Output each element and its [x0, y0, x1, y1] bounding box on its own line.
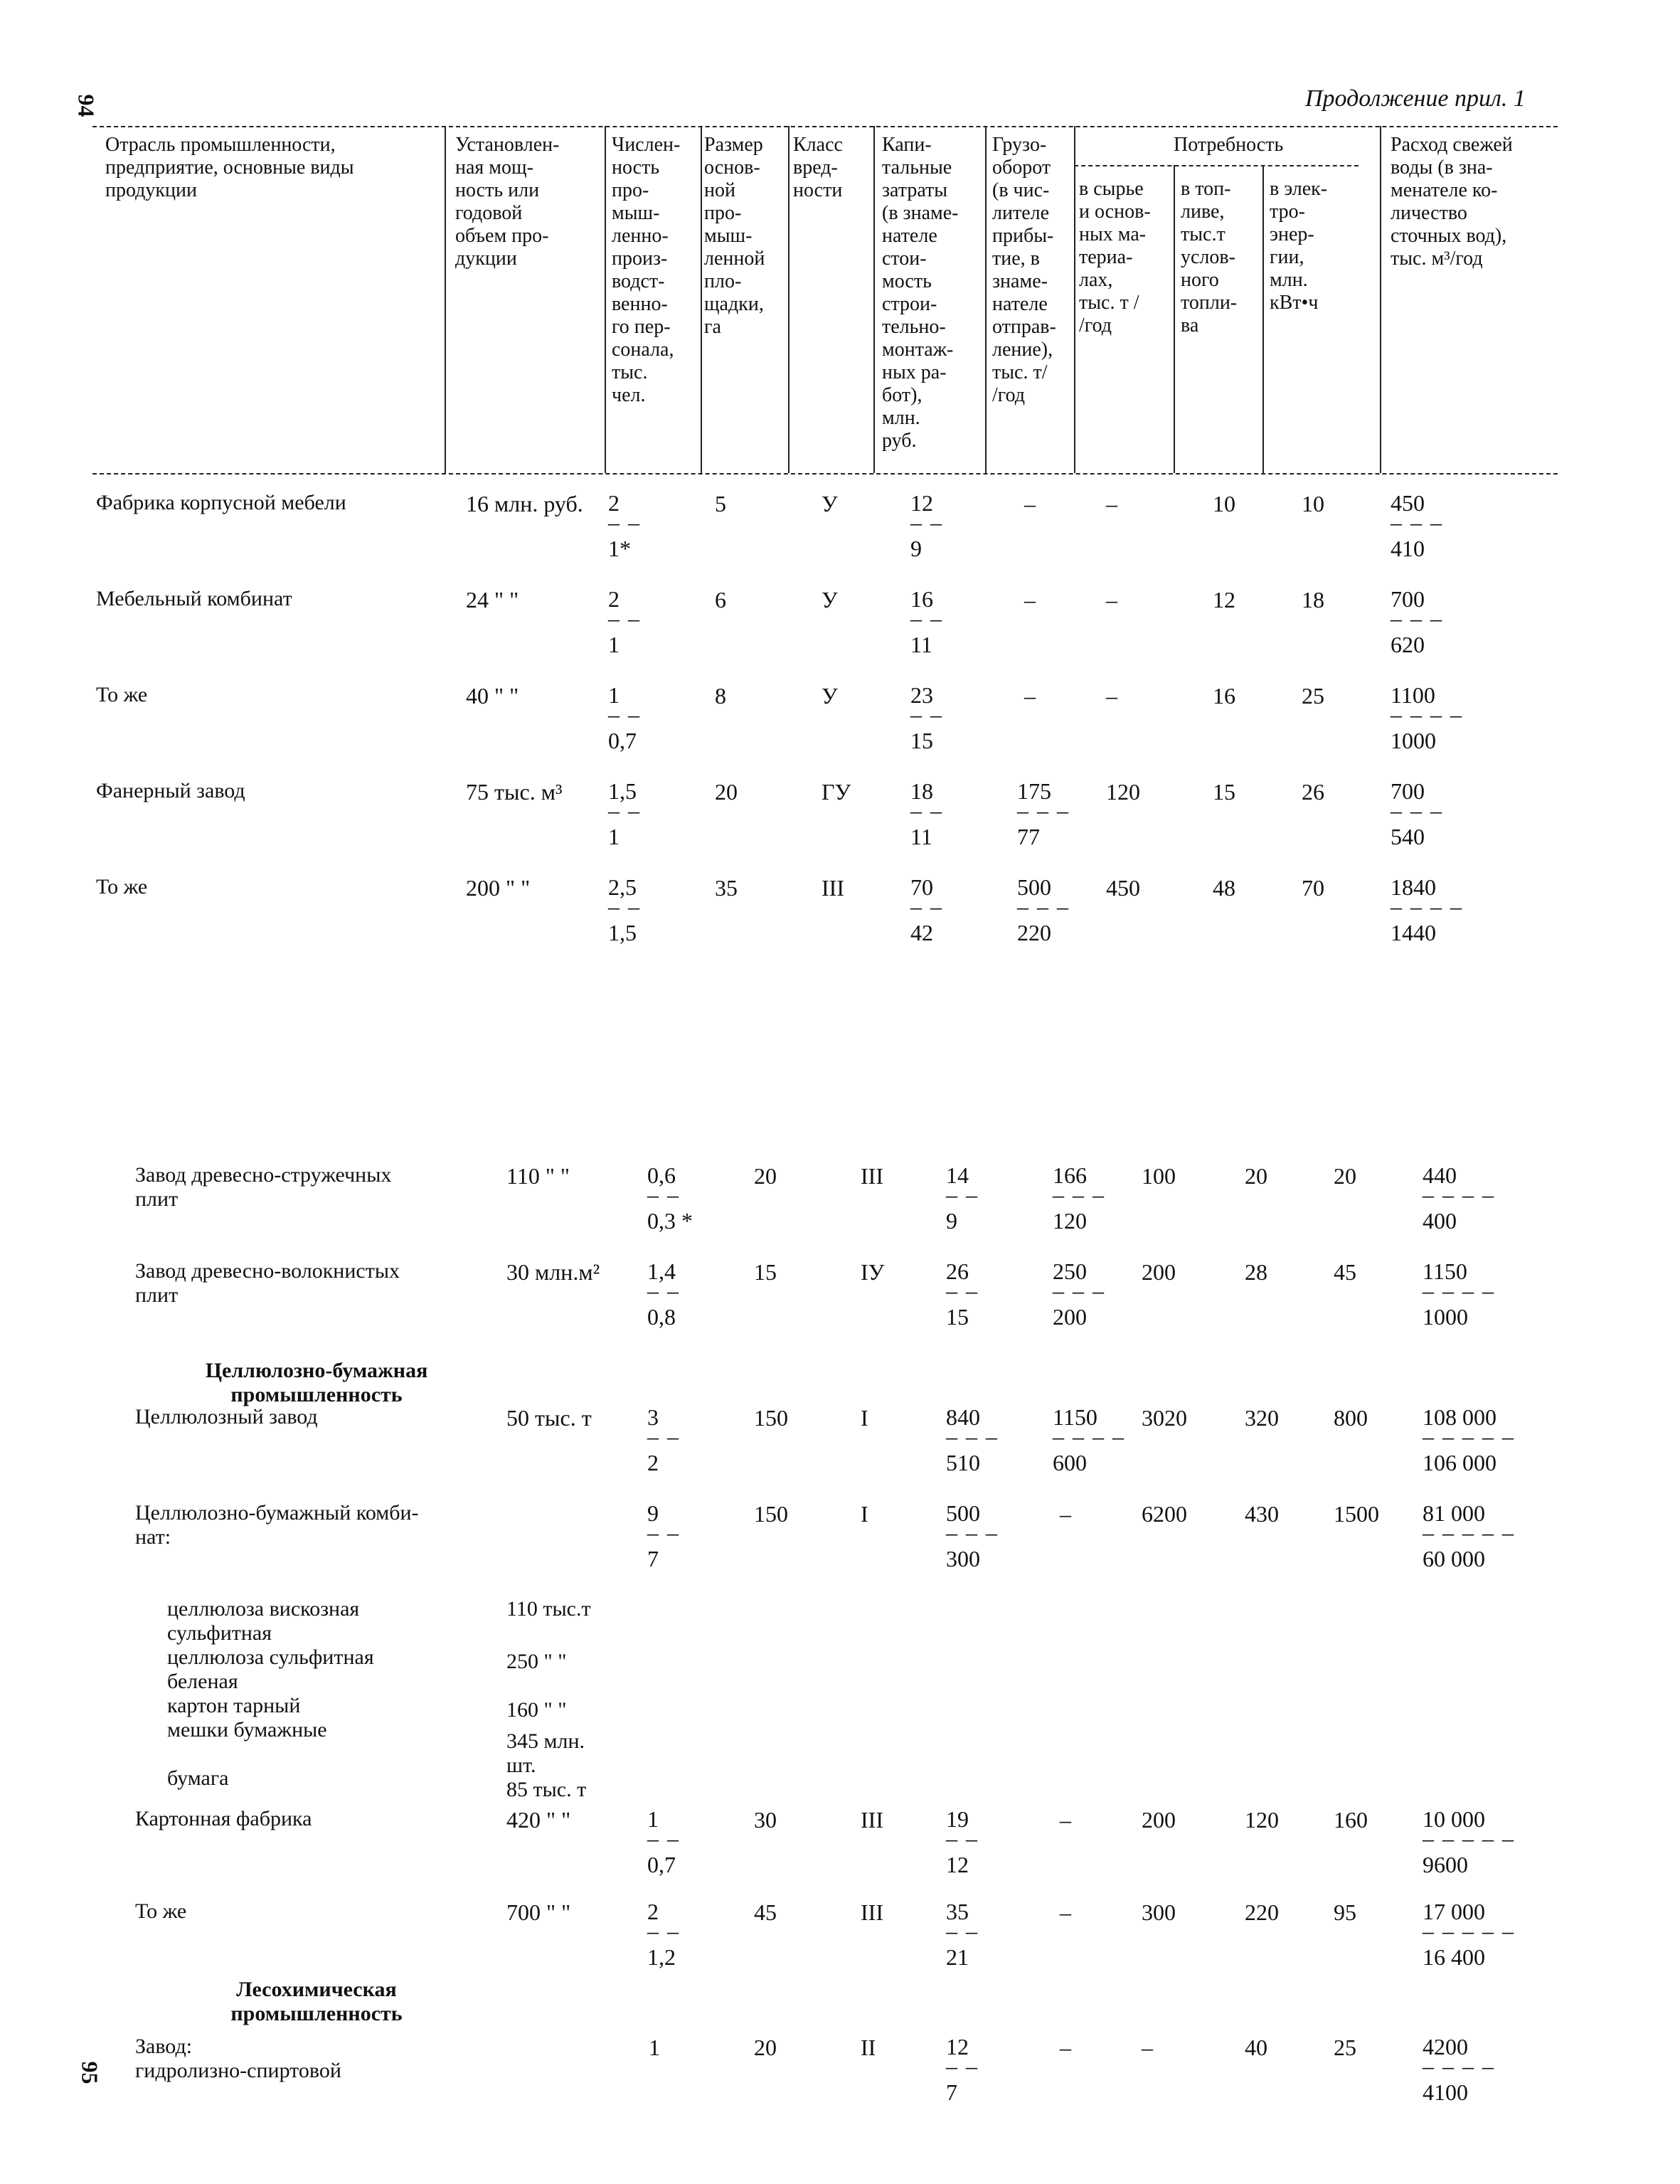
area: 150 [754, 1405, 788, 1431]
row-name: Картонная фабрика [135, 1807, 312, 1830]
water-denominator: 620 [1391, 632, 1425, 657]
fuel: 10 [1213, 491, 1235, 516]
fraction-bar: – – – [1053, 1278, 1105, 1303]
staff-numerator: 0,6 [647, 1162, 676, 1188]
header-water: Расход свежей воды (в зна- менателе ко- личество сточных вод), тыс. м³/год [1391, 134, 1513, 270]
header-capex: Капи- тальные затраты (в знаме- нателе стои- мость строи- тельно- монтаж- ных ра- бот), млн. руб. [882, 134, 959, 452]
fraction-bar: – – [946, 1182, 979, 1207]
row-name: Фанерный завод [96, 779, 245, 802]
fuel: 430 [1245, 1501, 1279, 1527]
product-item: мешки бумажные [167, 1718, 327, 1742]
electricity: 25 [1334, 2035, 1356, 2060]
staff-denominator: 1 [608, 632, 620, 657]
cargo [1053, 1259, 1105, 1329]
fraction-bar: – – – [1391, 605, 1443, 631]
capacity: 40 " " [466, 683, 519, 709]
capex [946, 1163, 979, 1233]
capex-numerator: 23 [910, 682, 933, 708]
staff-denominator: 1 [608, 824, 620, 849]
staff-denominator: 1,5 [608, 920, 637, 945]
raw: 450 [1106, 875, 1140, 901]
water [1423, 1807, 1515, 1877]
header-industry: Отрасль промышленности, предприятие, основные виды продукции [105, 134, 354, 201]
row-name: Целлюлозный завод [135, 1405, 318, 1428]
capex-denominator: 9 [946, 1208, 957, 1234]
hazard-class: ГУ [822, 779, 851, 805]
group-subrule [1074, 165, 1359, 166]
area: 45 [754, 1899, 777, 1925]
fraction-bar: – – – [1391, 509, 1443, 535]
capex-numerator: 70 [910, 874, 933, 900]
fraction-bar: – – [647, 1825, 680, 1851]
capex [946, 1899, 979, 1969]
col-sep [788, 126, 790, 473]
col-sep [1074, 126, 1075, 473]
fraction-bar: – – – – [1391, 894, 1463, 919]
fuel: 320 [1245, 1405, 1279, 1431]
capex-denominator: 300 [946, 1546, 980, 1571]
capacity: 200 " " [466, 875, 531, 901]
capacity: 16 млн. руб. [466, 491, 583, 516]
water [1423, 1163, 1495, 1233]
fraction-bar: – – – – – [1423, 1520, 1515, 1545]
col-sep [1262, 165, 1264, 473]
staff-numerator: 1,5 [608, 778, 637, 804]
area: 15 [754, 1259, 777, 1285]
fuel: 16 [1213, 683, 1235, 709]
staff [647, 1405, 680, 1475]
hazard-class: III [822, 875, 844, 901]
capex [910, 779, 943, 849]
water [1391, 779, 1443, 849]
capacity: 75 тыс. м³ [466, 779, 563, 805]
capex [946, 1405, 999, 1475]
staff [608, 875, 641, 945]
staff-denominator: 1* [608, 536, 631, 561]
cargo [1017, 875, 1070, 945]
electricity: 160 [1334, 1807, 1368, 1833]
raw: 3020 [1142, 1405, 1187, 1431]
staff [647, 1259, 680, 1329]
water-numerator: 1840 [1391, 874, 1436, 900]
cargo-numerator: 1150 [1053, 1404, 1097, 1430]
capex-numerator: 18 [910, 778, 933, 804]
fraction-bar: – – [946, 1918, 979, 1944]
raw: 100 [1142, 1163, 1176, 1189]
fraction-bar: – – [910, 701, 943, 727]
header-hazard-class: Класс вред- ности [793, 134, 843, 201]
raw: – [1106, 587, 1117, 613]
capex [946, 1259, 979, 1329]
fraction-bar: – – – [1017, 797, 1070, 823]
header-bottom-rule [92, 473, 1558, 475]
fuel: 20 [1245, 1163, 1267, 1189]
cargo: – [1060, 1501, 1071, 1527]
fuel: 12 [1213, 587, 1235, 613]
fraction-bar: – – [647, 1520, 680, 1545]
header-capacity: Установлен- ная мощ- ность или годовой объем про- дукции [455, 134, 560, 270]
water-numerator: 10 000 [1423, 1806, 1485, 1832]
area: 8 [715, 683, 726, 709]
cargo-numerator: 250 [1053, 1258, 1087, 1284]
capex-numerator: 26 [946, 1258, 969, 1284]
product-list [167, 1597, 374, 1791]
product-item: целлюлоза сульфитная беленая [167, 1645, 374, 1693]
fraction-bar: – – – [946, 1520, 999, 1545]
fraction-bar: – – [647, 1424, 680, 1449]
page-number-top: 94 [73, 94, 100, 117]
cargo [1053, 1405, 1125, 1475]
raw: 200 [1142, 1807, 1176, 1833]
capex-denominator: 9 [910, 536, 922, 561]
staff-numerator: 2,5 [608, 874, 637, 900]
water-numerator: 1100 [1391, 682, 1435, 708]
cargo: – [1060, 1807, 1071, 1833]
water-denominator: 540 [1391, 824, 1425, 849]
fraction-bar: – – [910, 605, 943, 631]
cargo-denominator: 600 [1053, 1450, 1087, 1475]
hazard-class: III [861, 1807, 883, 1833]
staff [608, 491, 641, 561]
staff [647, 1501, 680, 1571]
row-name: Завод древесно-стружечных плит [135, 1163, 392, 1211]
staff-denominator: 1,2 [647, 1944, 676, 1970]
raw: 200 [1142, 1259, 1176, 1285]
fraction-bar: – – [647, 1918, 680, 1944]
area: 150 [754, 1501, 788, 1527]
water-denominator: 400 [1423, 1208, 1457, 1234]
water-numerator: 440 [1423, 1162, 1457, 1188]
fraction-bar: – – – – [1423, 1182, 1495, 1207]
water-numerator: 700 [1391, 778, 1425, 804]
electricity: 95 [1334, 1899, 1356, 1925]
header-demand-group: Потребность [1174, 134, 1284, 156]
staff-numerator: 2 [647, 1899, 659, 1924]
staff [608, 779, 641, 849]
staff-denominator: 0,7 [608, 728, 637, 753]
water [1423, 1899, 1515, 1969]
electricity: 70 [1302, 875, 1324, 901]
fraction-bar: – – [608, 509, 641, 535]
fraction-bar: – – [910, 894, 943, 919]
capex [946, 2035, 979, 2104]
capex-numerator: 12 [910, 490, 933, 516]
fraction-bar: – – [608, 701, 641, 727]
fraction-bar: – – [608, 894, 641, 919]
capacity: 24 " " [466, 587, 519, 613]
fraction-bar: – – [946, 1278, 979, 1303]
area: 30 [754, 1807, 777, 1833]
water-numerator: 700 [1391, 586, 1425, 612]
cargo: – [1024, 683, 1036, 709]
col-sep [985, 126, 987, 473]
staff [647, 1163, 693, 1233]
cargo-numerator: 175 [1017, 778, 1051, 804]
capex-denominator: 510 [946, 1450, 980, 1475]
staff: 1 [649, 2035, 660, 2060]
hazard-class: У [822, 683, 838, 709]
col-sep [1174, 165, 1175, 473]
water [1391, 875, 1463, 945]
capex [946, 1807, 979, 1877]
electricity: 1500 [1334, 1501, 1379, 1527]
header-staff: Числен- ность про- мыш- ленно- произ- водст- венно- го пер- сонала, тыс. чел. [612, 134, 681, 406]
staff-numerator: 1 [647, 1806, 659, 1832]
capex [946, 1501, 999, 1571]
capex-denominator: 11 [910, 632, 932, 657]
water-numerator: 450 [1391, 490, 1425, 516]
hazard-class: III [861, 1899, 883, 1925]
area: 6 [715, 587, 726, 613]
staff [608, 683, 641, 753]
hazard-class: I [861, 1405, 868, 1431]
capex [910, 875, 943, 945]
staff-denominator: 7 [647, 1546, 659, 1571]
raw: – [1106, 683, 1117, 709]
row-name: Мебельный комбинат [96, 587, 292, 610]
cargo-denominator: 220 [1017, 920, 1051, 945]
raw: – [1106, 491, 1117, 516]
capex [910, 683, 943, 753]
capex-numerator: 500 [946, 1500, 980, 1526]
row-name: Завод древесно-волокнистых плит [135, 1259, 400, 1307]
electricity: 45 [1334, 1259, 1356, 1285]
cargo: – [1060, 1899, 1071, 1925]
capex-numerator: 35 [946, 1899, 969, 1924]
area: 20 [715, 779, 738, 805]
cargo: – [1024, 587, 1036, 613]
hazard-class: I [861, 1501, 868, 1527]
water-denominator: 9600 [1423, 1852, 1468, 1877]
raw: 6200 [1142, 1501, 1187, 1527]
cargo-denominator: 120 [1053, 1208, 1087, 1234]
water-denominator: 60 000 [1423, 1546, 1485, 1571]
fraction-bar: – – – – – [1423, 1424, 1515, 1449]
staff-denominator: 0,3 * [647, 1208, 693, 1234]
fuel: 28 [1245, 1259, 1267, 1285]
row-name: Завод: гидролизно-спиртовой [135, 2035, 341, 2082]
fraction-bar: – – [608, 605, 641, 631]
row-name: Целлюлозно-бумажный комби- нат: [135, 1501, 419, 1549]
water [1391, 491, 1443, 561]
electricity: 25 [1302, 683, 1324, 709]
staff-denominator: 0,7 [647, 1852, 676, 1877]
cargo-denominator: 200 [1053, 1304, 1087, 1330]
fraction-bar: – – – – [1423, 2053, 1495, 2079]
water-denominator: 1440 [1391, 920, 1436, 945]
fraction-bar: – – – – [1423, 1278, 1495, 1303]
water-denominator: 4100 [1423, 2079, 1468, 2105]
section-chem: Лесохимическая промышленность [230, 1978, 403, 2025]
fraction-bar: – – – – – [1423, 1918, 1515, 1944]
water [1391, 683, 1463, 753]
col-sep [1380, 126, 1381, 473]
col-sep [873, 126, 875, 473]
row-name: Фабрика корпусной мебели [96, 491, 346, 514]
electricity: 26 [1302, 779, 1324, 805]
capacity: 420 " " [506, 1807, 571, 1833]
staff [647, 1899, 680, 1969]
capex-numerator: 12 [946, 2034, 969, 2060]
electricity: 18 [1302, 587, 1324, 613]
hazard-class: IУ [861, 1259, 885, 1285]
product-item: бумага [167, 1766, 229, 1790]
capacity: 30 млн.м² [506, 1259, 600, 1285]
section-pulp: Целлюлозно-бумажная промышленность [205, 1359, 428, 1406]
raw: – [1142, 2035, 1153, 2060]
col-sep [445, 126, 446, 473]
fuel: 15 [1213, 779, 1235, 805]
water [1423, 1501, 1515, 1571]
water [1423, 2035, 1495, 2104]
fraction-bar: – – [946, 1825, 979, 1851]
header-raw: в сырье и основ- ных ма- териа- лах, тыс. т / /год [1079, 178, 1151, 336]
fraction-bar: – – – [1053, 1182, 1105, 1207]
water-denominator: 1000 [1423, 1304, 1468, 1330]
capex [910, 587, 943, 657]
fuel: 48 [1213, 875, 1235, 901]
water-numerator: 81 000 [1423, 1500, 1485, 1526]
header-top-rule [92, 126, 1558, 127]
electricity: 10 [1302, 491, 1324, 516]
water-denominator: 410 [1391, 536, 1425, 561]
fraction-bar: – – – [946, 1424, 999, 1449]
capacity: 50 тыс. т [506, 1405, 592, 1431]
hazard-class: У [822, 491, 838, 516]
staff-numerator: 2 [608, 586, 620, 612]
col-sep [605, 126, 606, 473]
header-fuel: в топ- ливе, тыс.т услов- ного топли- ва [1181, 178, 1238, 336]
capex-numerator: 14 [946, 1162, 969, 1188]
capex-denominator: 42 [910, 920, 933, 945]
cargo [1053, 1163, 1105, 1233]
staff-numerator: 3 [647, 1404, 659, 1430]
electricity: 800 [1334, 1405, 1368, 1431]
water [1391, 587, 1443, 657]
product-capacities: 110 тыс.т 250 " " 160 " " 345 млн. шт. 85 тыс. т [506, 1597, 591, 1801]
product-item: целлюлоза вискозная сульфитная [167, 1597, 360, 1645]
staff [608, 587, 641, 657]
hazard-class: II [861, 2035, 876, 2060]
fraction-bar: – – – – [1053, 1424, 1125, 1449]
cargo: – [1060, 2035, 1071, 2060]
product-item: картон тарный [167, 1694, 301, 1717]
water-denominator: 16 400 [1423, 1944, 1485, 1970]
capex-denominator: 12 [946, 1852, 969, 1877]
staff-numerator: 1,4 [647, 1258, 676, 1284]
header-electricity: в элек- тро- энер- гии, млн. кВт•ч [1270, 178, 1328, 314]
water-numerator: 17 000 [1423, 1899, 1485, 1924]
row-name: То же [96, 683, 148, 706]
fuel: 120 [1245, 1807, 1279, 1833]
capex-denominator: 11 [910, 824, 932, 849]
fuel: 40 [1245, 2035, 1267, 2060]
hazard-class: III [861, 1163, 883, 1189]
fraction-bar: – – – [1391, 797, 1443, 823]
capex-numerator: 19 [946, 1806, 969, 1832]
cargo: – [1024, 491, 1036, 516]
fuel: 220 [1245, 1899, 1279, 1925]
continuation-caption: Продолжение прил. 1 [1305, 85, 1526, 112]
raw: 120 [1106, 779, 1140, 805]
row-name: То же [135, 1899, 187, 1923]
page-number-bottom: 95 [77, 2061, 103, 2084]
staff-numerator: 9 [647, 1500, 659, 1526]
col-sep [701, 126, 702, 473]
capex-numerator: 840 [946, 1404, 980, 1430]
capex-denominator: 21 [946, 1944, 969, 1970]
staff-denominator: 0,8 [647, 1304, 676, 1330]
water-numerator: 4200 [1423, 2034, 1468, 2060]
fraction-bar: – – [910, 509, 943, 535]
cargo-denominator: 77 [1017, 824, 1040, 849]
staff-numerator: 2 [608, 490, 620, 516]
cargo-numerator: 166 [1053, 1162, 1087, 1188]
raw: 300 [1142, 1899, 1176, 1925]
area: 35 [715, 875, 738, 901]
capex [910, 491, 943, 561]
fraction-bar: – – [910, 797, 943, 823]
water-denominator: 106 000 [1423, 1450, 1496, 1475]
area: 20 [754, 1163, 777, 1189]
fraction-bar: – – [647, 1182, 680, 1207]
capex-denominator: 7 [946, 2079, 957, 2105]
capacity: 700 " " [506, 1899, 571, 1925]
cargo [1017, 779, 1070, 849]
header-area: Размер основ- ной про- мыш- ленной пло- щадки, га [704, 134, 765, 338]
water-numerator: 1150 [1423, 1258, 1467, 1284]
row-name: То же [96, 875, 148, 898]
staff [647, 1807, 680, 1877]
capex-denominator: 15 [910, 728, 933, 753]
electricity: 20 [1334, 1163, 1356, 1189]
capacity: 110 " " [506, 1163, 570, 1189]
cargo-numerator: 500 [1017, 874, 1051, 900]
area: 20 [754, 2035, 777, 2060]
water-denominator: 1000 [1391, 728, 1436, 753]
capex-denominator: 15 [946, 1304, 969, 1330]
fraction-bar: – – [647, 1278, 680, 1303]
capex-numerator: 16 [910, 586, 933, 612]
header-cargo: Грузо- оборот (в чис- лителе прибы- тие, в знаме- нателе отправ- ление), тыс. т/ /год [992, 134, 1056, 406]
fraction-bar: – – [946, 2053, 979, 2079]
staff-numerator: 1 [608, 682, 620, 708]
fraction-bar: – – [608, 797, 641, 823]
staff-denominator: 2 [647, 1450, 659, 1475]
water-numerator: 108 000 [1423, 1404, 1496, 1430]
water [1423, 1259, 1495, 1329]
hazard-class: У [822, 587, 838, 613]
fraction-bar: – – – – – [1423, 1825, 1515, 1851]
water [1423, 1405, 1515, 1475]
area: 5 [715, 491, 726, 516]
fraction-bar: – – – [1017, 894, 1070, 919]
fraction-bar: – – – – [1391, 701, 1463, 727]
